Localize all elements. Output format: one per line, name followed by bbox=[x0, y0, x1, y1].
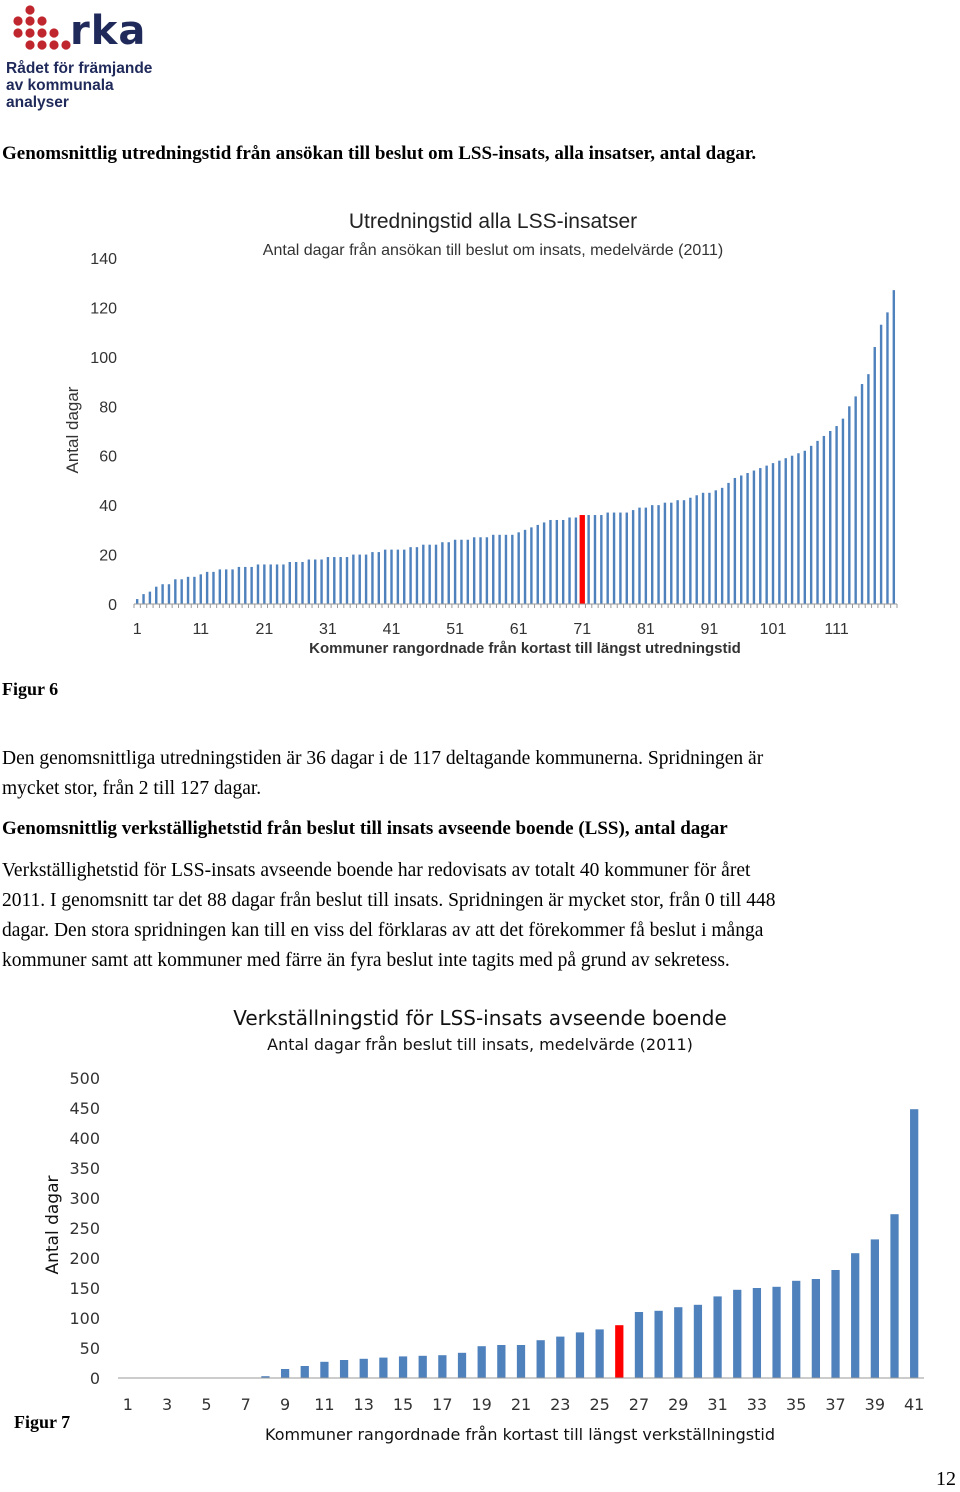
bar bbox=[537, 525, 539, 604]
bar bbox=[448, 542, 450, 604]
bar-highlight bbox=[615, 1325, 623, 1378]
bar bbox=[339, 557, 341, 604]
bar bbox=[435, 545, 437, 604]
bar bbox=[792, 1281, 800, 1378]
bar bbox=[438, 1355, 446, 1378]
bar bbox=[359, 555, 361, 604]
figure7-label: Figur 7 bbox=[14, 1412, 71, 1432]
bar bbox=[842, 419, 844, 604]
bar bbox=[365, 555, 367, 604]
bar bbox=[848, 406, 850, 604]
bar bbox=[149, 592, 151, 604]
bar bbox=[740, 475, 742, 604]
bar bbox=[804, 451, 806, 604]
chart2-title: Verkställningstid för LSS-insats avseende boende bbox=[233, 1006, 727, 1030]
bar bbox=[910, 1109, 918, 1378]
bar bbox=[346, 557, 348, 604]
bar bbox=[219, 569, 221, 604]
bar bbox=[524, 530, 526, 604]
bar bbox=[320, 1362, 328, 1378]
bar bbox=[871, 1239, 879, 1378]
bar bbox=[893, 290, 895, 604]
bar bbox=[816, 441, 818, 604]
bar bbox=[180, 579, 182, 604]
bar bbox=[384, 550, 386, 604]
bar bbox=[831, 1270, 839, 1378]
bar bbox=[765, 466, 767, 604]
bar bbox=[467, 540, 469, 604]
bar bbox=[244, 567, 246, 604]
logo-wordmark: rka bbox=[70, 8, 147, 54]
bar bbox=[600, 515, 602, 604]
bar bbox=[619, 513, 621, 604]
bar bbox=[689, 498, 691, 604]
bar bbox=[333, 557, 335, 604]
x-tick-label: 1 bbox=[122, 1395, 133, 1414]
x-tick-label: 41 bbox=[382, 621, 401, 638]
bar bbox=[657, 505, 659, 604]
bar bbox=[746, 473, 748, 604]
bar bbox=[269, 564, 271, 604]
bar bbox=[886, 312, 888, 604]
x-tick-label: 25 bbox=[589, 1395, 610, 1414]
y-tick-label: 100 bbox=[69, 1309, 100, 1328]
bar bbox=[626, 513, 628, 604]
bar bbox=[263, 564, 265, 604]
x-tick-label: 27 bbox=[628, 1395, 650, 1414]
bar bbox=[517, 532, 519, 604]
bar bbox=[206, 572, 208, 604]
bar bbox=[498, 535, 500, 604]
bar bbox=[276, 564, 278, 604]
bar bbox=[713, 1296, 721, 1378]
bar bbox=[715, 490, 717, 604]
section-heading-utredningstid: Genomsnittlig utredningstid från ansökan till beslut om LSS-insats, alla insatser, antal dagar. bbox=[2, 143, 757, 164]
bar bbox=[419, 1356, 427, 1378]
bar bbox=[674, 1307, 682, 1378]
bar bbox=[371, 552, 373, 604]
bar bbox=[702, 493, 704, 604]
x-tick-label: 101 bbox=[759, 621, 787, 638]
y-tick-label: 140 bbox=[90, 251, 117, 268]
x-tick-label: 17 bbox=[432, 1395, 453, 1414]
bar bbox=[696, 495, 698, 604]
bar bbox=[708, 493, 710, 604]
bar bbox=[428, 545, 430, 604]
bar bbox=[193, 577, 195, 604]
bar bbox=[320, 560, 322, 604]
bar bbox=[645, 508, 647, 604]
bar bbox=[721, 488, 723, 604]
bar bbox=[785, 458, 787, 604]
bar bbox=[874, 347, 876, 604]
bar bbox=[861, 384, 863, 604]
bar bbox=[238, 567, 240, 604]
bar bbox=[594, 515, 596, 604]
bar bbox=[543, 522, 545, 604]
chart2-y-axis-label: Antal dagar bbox=[43, 1175, 63, 1275]
bar bbox=[596, 1329, 604, 1378]
y-tick-label: 300 bbox=[69, 1189, 100, 1208]
bar bbox=[772, 1287, 780, 1378]
x-tick-label: 81 bbox=[636, 621, 655, 638]
bar bbox=[880, 325, 882, 604]
x-tick-label: 19 bbox=[471, 1395, 492, 1414]
bar bbox=[441, 542, 443, 604]
x-tick-label: 37 bbox=[825, 1395, 846, 1414]
y-tick-label: 0 bbox=[89, 1369, 100, 1388]
bar bbox=[161, 584, 163, 604]
bar bbox=[187, 577, 189, 604]
x-tick-label: 41 bbox=[903, 1395, 925, 1414]
bar bbox=[399, 1356, 407, 1378]
chart1-y-axis-label: Antal dagar bbox=[63, 386, 82, 474]
paragraph-line: Verkställighetstid för LSS-insats avseende boende har redovisats av totalt 40 kommuner för året bbox=[2, 860, 751, 881]
bar bbox=[651, 505, 653, 604]
bar bbox=[890, 1214, 898, 1378]
bar bbox=[854, 396, 856, 604]
bar bbox=[301, 562, 303, 604]
bar bbox=[683, 500, 685, 604]
bar bbox=[360, 1359, 368, 1378]
bar bbox=[200, 574, 202, 604]
x-tick-label: 15 bbox=[392, 1395, 414, 1414]
chart-verkstallningstid bbox=[0, 995, 960, 1455]
bar bbox=[378, 552, 380, 604]
bar bbox=[301, 1366, 309, 1378]
bar bbox=[403, 550, 405, 604]
bar bbox=[492, 535, 494, 604]
bar bbox=[537, 1340, 545, 1378]
bar bbox=[670, 503, 672, 604]
y-tick-label: 350 bbox=[69, 1159, 100, 1178]
chart2-subtitle: Antal dagar från beslut till insats, medelvärde (2011) bbox=[267, 1035, 693, 1054]
paragraph-line: mycket stor, från 2 till 127 dagar. bbox=[2, 778, 262, 799]
bar bbox=[810, 446, 812, 604]
y-tick-label: 0 bbox=[108, 597, 117, 614]
bar bbox=[734, 478, 736, 604]
y-tick-label: 250 bbox=[69, 1219, 100, 1238]
bar bbox=[409, 547, 411, 604]
logo-tagline bbox=[6, 60, 174, 111]
y-tick-label: 80 bbox=[99, 399, 117, 417]
x-tick-label: 31 bbox=[707, 1395, 728, 1414]
figure6-label: Figur 6 bbox=[2, 679, 59, 699]
bar bbox=[295, 562, 297, 604]
bar bbox=[778, 461, 780, 604]
bar bbox=[530, 527, 532, 604]
bar bbox=[327, 557, 329, 604]
paragraph-utredningstid bbox=[2, 744, 952, 804]
x-tick-label: 111 bbox=[824, 621, 849, 638]
x-tick-label: 7 bbox=[240, 1395, 251, 1414]
chart1-x-axis-label: Kommuner rangordnade från kortast till längst utredningstid bbox=[309, 640, 741, 657]
bar bbox=[664, 503, 666, 604]
paragraph-line: 2011. I genomsnitt tar det 88 dagar från beslut till insats. Spridningen är mycket stor, från 0 till 448 bbox=[2, 890, 776, 911]
bar bbox=[556, 520, 558, 604]
y-tick-label: 100 bbox=[90, 349, 117, 367]
x-tick-label: 61 bbox=[509, 621, 528, 638]
bar bbox=[486, 537, 488, 604]
bar-highlight bbox=[580, 515, 585, 604]
bar bbox=[454, 540, 456, 604]
y-tick-label: 40 bbox=[99, 498, 117, 516]
x-tick-label: 5 bbox=[201, 1395, 212, 1414]
bar bbox=[212, 572, 214, 604]
x-tick-label: 29 bbox=[668, 1395, 689, 1414]
paragraph-line: Den genomsnittliga utredningstiden är 36 dagar i de 117 deltagande kommunerna. Spridningen är bbox=[2, 748, 764, 769]
x-tick-label: 91 bbox=[700, 621, 719, 638]
bar bbox=[136, 599, 138, 604]
x-tick-label: 11 bbox=[192, 621, 210, 638]
bar bbox=[352, 555, 354, 604]
bar bbox=[257, 564, 259, 604]
logo-dots-icon bbox=[4, 2, 74, 58]
bar bbox=[556, 1337, 564, 1378]
bar bbox=[867, 374, 869, 604]
x-tick-label: 31 bbox=[319, 621, 337, 638]
paragraph-verkstallighetstid bbox=[2, 856, 952, 976]
bar bbox=[753, 471, 755, 604]
chart1-subtitle: Antal dagar från ansökan till beslut om insats, medelvärde (2011) bbox=[262, 242, 724, 259]
bar bbox=[314, 560, 316, 604]
bar bbox=[576, 1332, 584, 1378]
paragraph-line: dagar. Den stora spridningen kan till en viss del förklaras av att det förekommer få beslut i många bbox=[2, 920, 764, 941]
y-tick-label: 200 bbox=[69, 1249, 100, 1268]
bar bbox=[397, 550, 399, 604]
x-tick-label: 9 bbox=[280, 1395, 291, 1414]
bar bbox=[694, 1305, 702, 1378]
bar bbox=[791, 456, 793, 604]
logo-tagline-line1: Rådet för främjande bbox=[6, 60, 153, 77]
chart2-x-axis-label: Kommuner rangordnade från kortast till längst verkställningstid bbox=[265, 1425, 775, 1444]
bar bbox=[733, 1290, 741, 1378]
y-tick-label: 20 bbox=[99, 547, 117, 565]
x-tick-label: 51 bbox=[446, 621, 464, 638]
x-tick-label: 11 bbox=[314, 1395, 335, 1414]
bar bbox=[587, 515, 589, 604]
bar bbox=[379, 1358, 387, 1378]
bar bbox=[479, 537, 481, 604]
bar bbox=[281, 1369, 289, 1378]
bar bbox=[473, 537, 475, 604]
bar bbox=[676, 500, 678, 604]
bar bbox=[155, 587, 157, 604]
bar bbox=[225, 569, 227, 604]
y-tick-label: 500 bbox=[69, 1069, 100, 1088]
y-tick-label: 450 bbox=[69, 1099, 100, 1118]
bar bbox=[390, 550, 392, 604]
bar bbox=[250, 567, 252, 604]
bar bbox=[654, 1311, 662, 1378]
chart1-title: Utredningstid alla LSS-insatser bbox=[348, 210, 638, 233]
y-tick-label: 60 bbox=[99, 448, 117, 466]
chart-utredningstid bbox=[0, 200, 960, 670]
x-tick-label: 21 bbox=[510, 1395, 532, 1414]
bar bbox=[458, 1353, 466, 1378]
bar bbox=[340, 1360, 348, 1378]
x-tick-label: 33 bbox=[746, 1395, 768, 1414]
bar bbox=[575, 518, 577, 605]
bar bbox=[632, 510, 634, 604]
bar bbox=[835, 426, 837, 604]
x-tick-label: 23 bbox=[550, 1395, 571, 1414]
bar bbox=[174, 579, 176, 604]
bar bbox=[635, 1312, 643, 1378]
bar bbox=[460, 540, 462, 604]
bar bbox=[829, 431, 831, 604]
x-tick-label: 39 bbox=[864, 1395, 886, 1414]
bar bbox=[812, 1279, 820, 1378]
bar bbox=[289, 562, 291, 604]
bar bbox=[727, 483, 729, 604]
bar bbox=[613, 513, 615, 604]
bar bbox=[517, 1345, 525, 1378]
y-tick-label: 150 bbox=[69, 1279, 100, 1298]
bar bbox=[823, 436, 825, 604]
x-tick-label: 21 bbox=[255, 621, 274, 638]
bar bbox=[606, 513, 608, 604]
logo-tagline-line2: av kommunala analyser bbox=[6, 77, 114, 111]
bar bbox=[478, 1346, 486, 1378]
bar bbox=[549, 520, 551, 604]
bar bbox=[231, 569, 233, 604]
bar bbox=[142, 594, 144, 604]
y-tick-label: 400 bbox=[69, 1129, 100, 1148]
bar bbox=[422, 545, 424, 604]
bar bbox=[282, 564, 284, 604]
section-heading-verkstallighetstid: Genomsnittlig verkställighetstid från beslut till insats avseende boende (LSS), antal dagar bbox=[2, 818, 728, 839]
rka-logo bbox=[4, 2, 174, 111]
bar bbox=[797, 453, 799, 604]
bar bbox=[562, 520, 564, 604]
x-tick-label: 35 bbox=[786, 1395, 807, 1414]
x-tick-label: 71 bbox=[573, 621, 592, 638]
x-tick-label: 1 bbox=[132, 621, 142, 638]
x-tick-label: 3 bbox=[162, 1395, 173, 1414]
y-tick-label: 120 bbox=[90, 300, 117, 318]
bar bbox=[168, 584, 170, 604]
page-number: 12 bbox=[936, 1468, 956, 1490]
bar bbox=[759, 468, 761, 604]
bar bbox=[511, 535, 513, 604]
bar bbox=[638, 508, 640, 604]
bar bbox=[851, 1253, 859, 1378]
bar bbox=[568, 518, 570, 605]
bar bbox=[753, 1288, 761, 1378]
y-tick-label: 50 bbox=[79, 1339, 100, 1358]
bar bbox=[497, 1345, 505, 1378]
bar bbox=[308, 560, 310, 604]
bar bbox=[772, 463, 774, 604]
x-tick-label: 13 bbox=[353, 1395, 374, 1414]
paragraph-line: kommuner samt att kommuner med färre än fyra beslut inte tagits med på grund av sekretess. bbox=[2, 950, 730, 971]
bar bbox=[416, 547, 418, 604]
bar bbox=[505, 535, 507, 604]
